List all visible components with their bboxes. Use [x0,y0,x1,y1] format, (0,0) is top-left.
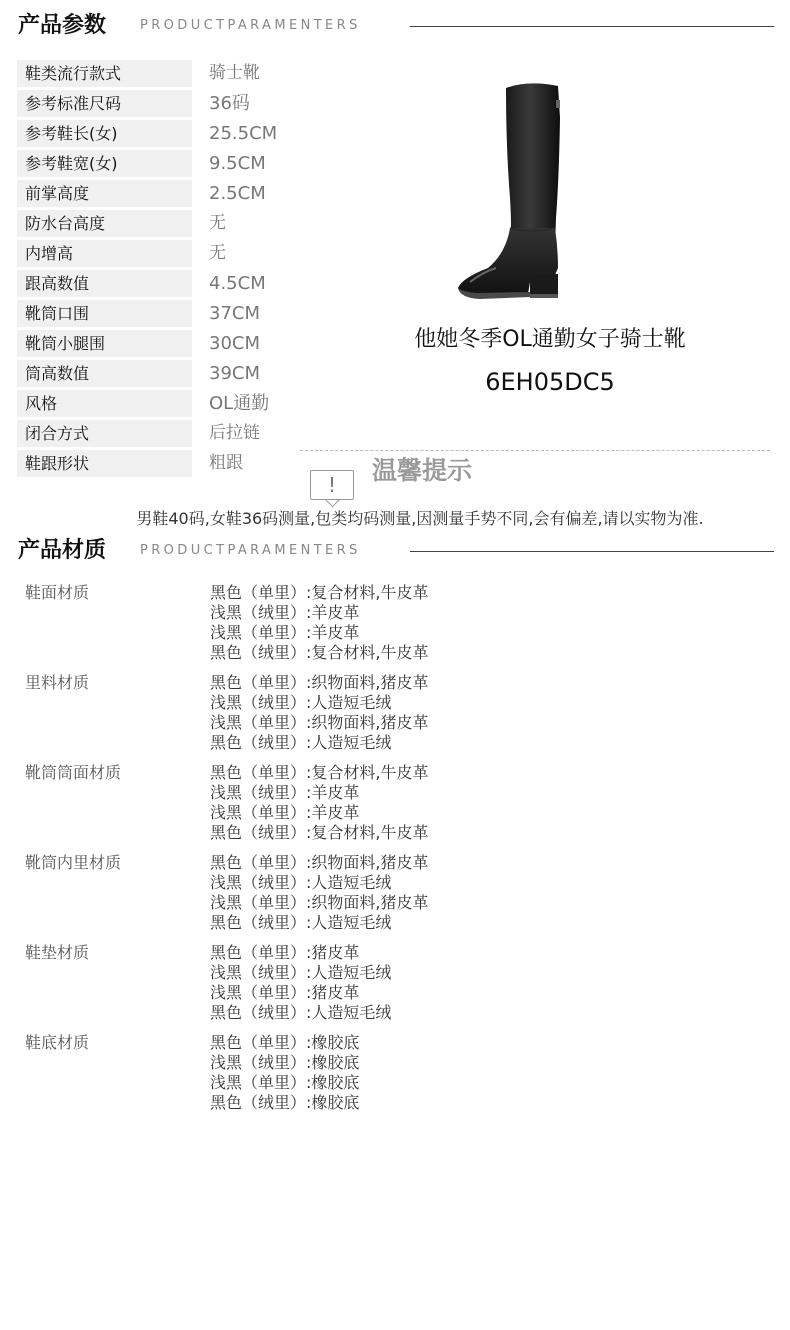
tip-icon [310,470,354,500]
material-line: 浅黑（绒里）:羊皮革 [210,783,360,802]
material-group [25,763,765,843]
param-row [17,450,347,480]
material-line: 黑色（绒里）:人造短毛绒 [210,733,392,752]
material-label: 鞋底材质 [25,1033,90,1052]
param-value: 39CM [209,363,261,384]
section-subtitle: PRODUCTPARAMENTERS [140,18,361,33]
dashed-divider [300,450,770,451]
param-row [17,150,347,180]
param-label: 鞋跟形状 [17,450,192,477]
material-line: 浅黑（绒里）:人造短毛绒 [210,873,392,892]
param-row [17,90,347,120]
param-row [17,420,347,450]
param-row [17,120,347,150]
param-label: 靴筒小腿围 [17,330,192,357]
material-values [210,763,765,843]
section-subtitle: PRODUCTPARAMENTERS [140,543,361,558]
param-value: 后拉链 [209,423,260,443]
material-line: 黑色（单里）:复合材料,牛皮革 [210,583,429,602]
params-table [17,60,347,480]
material-group [25,943,765,1023]
param-value: 2.5CM [209,183,266,204]
param-label: 靴筒口围 [17,300,192,327]
param-row [17,330,347,360]
param-value: 30CM [209,333,261,354]
tip-title: 温馨提示 [372,456,473,485]
material-line: 黑色（绒里）:橡胶底 [210,1093,360,1112]
section-header-params [18,11,774,41]
param-label: 风格 [17,390,192,417]
material-line: 黑色（单里）:橡胶底 [210,1033,360,1052]
param-row [17,390,347,420]
param-value: OL通勤 [209,393,270,414]
material-group [25,853,765,933]
param-label: 筒高数值 [17,360,192,387]
material-group [25,583,765,663]
material-line: 黑色（绒里）:复合材料,牛皮革 [210,823,429,842]
section-header-materials [18,536,774,566]
param-row [17,270,347,300]
material-label: 鞋垫材质 [25,943,90,962]
materials-list [25,583,765,1123]
param-value: 9.5CM [209,153,266,174]
section-title: 产品参数 [18,13,107,38]
param-value: 4.5CM [209,273,266,294]
material-line: 黑色（绒里）:复合材料,牛皮革 [210,643,429,662]
param-label: 防水台高度 [17,210,192,237]
material-label: 里料材质 [25,673,90,692]
param-row [17,360,347,390]
section-divider [410,551,774,552]
param-label: 前掌高度 [17,180,192,207]
param-value: 25.5CM [209,123,278,144]
section-title: 产品材质 [18,538,107,563]
material-values [210,673,765,753]
material-line: 浅黑（单里）:羊皮革 [210,623,360,642]
param-value: 骑士靴 [209,63,260,83]
material-line: 浅黑（单里）:织物面料,猪皮革 [210,713,429,732]
material-line: 黑色（单里）:织物面料,猪皮革 [210,853,429,872]
param-label: 参考鞋长(女) [17,120,192,147]
param-label: 闭合方式 [17,420,192,447]
material-values [210,943,765,1023]
product-name: 他她冬季OL通勤女子骑士靴 [414,327,686,352]
param-value: 无 [209,243,226,263]
material-label: 鞋面材质 [25,583,90,602]
material-line: 黑色（单里）:织物面料,猪皮革 [210,673,429,692]
product-code: 6EH05DC5 [485,368,615,396]
material-line: 黑色（单里）:猪皮革 [210,943,360,962]
param-label: 参考标准尺码 [17,90,192,117]
material-line: 黑色（绒里）:人造短毛绒 [210,1003,392,1022]
param-label: 内增高 [17,240,192,267]
param-label: 鞋类流行款式 [17,60,192,87]
section-divider [410,26,774,27]
material-line: 浅黑（单里）:羊皮革 [210,803,360,822]
param-row [17,300,347,330]
boot-image [448,78,572,304]
material-line: 浅黑（绒里）:橡胶底 [210,1053,360,1072]
param-row [17,60,347,90]
material-values [210,853,765,933]
param-value: 36码 [209,93,250,114]
material-values [210,1033,765,1113]
material-line: 浅黑（单里）:猪皮革 [210,983,360,1002]
param-row [17,240,347,270]
material-line: 黑色（单里）:复合材料,牛皮革 [210,763,429,782]
material-line: 浅黑（绒里）:人造短毛绒 [210,963,392,982]
param-value: 无 [209,213,226,233]
param-value: 粗跟 [209,453,243,473]
material-line: 浅黑（单里）:橡胶底 [210,1073,360,1092]
material-line: 浅黑（绒里）:羊皮革 [210,603,360,622]
material-group [25,1033,765,1113]
material-label: 靴筒内里材质 [25,853,122,872]
param-row [17,180,347,210]
material-line: 浅黑（绒里）:人造短毛绒 [210,693,392,712]
param-label: 跟高数值 [17,270,192,297]
exclamation-icon: ! [327,473,337,497]
material-line: 浅黑（单里）:织物面料,猪皮革 [210,893,429,912]
param-value: 37CM [209,303,261,324]
param-label: 参考鞋宽(女) [17,150,192,177]
material-values [210,583,765,663]
tip-text: 男鞋40码,女鞋36码测量,包类均码测量,因测量手势不同,会有偏差,请以实物为准. [136,509,704,528]
param-row [17,210,347,240]
material-label: 靴筒筒面材质 [25,763,122,782]
material-line: 黑色（绒里）:人造短毛绒 [210,913,392,932]
material-group [25,673,765,753]
